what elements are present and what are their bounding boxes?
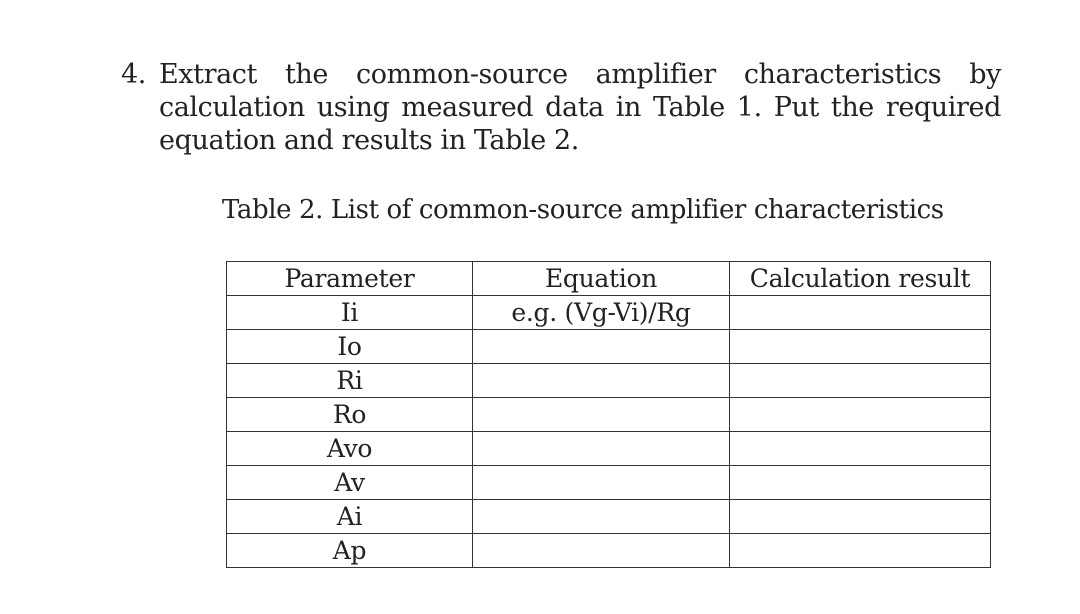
parameter-cell: Ap (227, 534, 473, 568)
result-cell[interactable] (730, 296, 991, 330)
header-equation: Equation (473, 262, 730, 296)
table-caption: Table 2. List of common-source amplifier characteristics (222, 195, 944, 225)
table-header-row (227, 262, 991, 296)
equation-cell[interactable] (473, 466, 730, 500)
parameter-cell: Avo (227, 432, 473, 466)
equation-cell[interactable] (473, 534, 730, 568)
table-row (227, 364, 991, 398)
question-item (121, 58, 1001, 157)
result-cell[interactable] (730, 500, 991, 534)
equation-cell[interactable]: e.g. (Vg-Vi)/Rg (473, 296, 730, 330)
question-number: 4. (121, 59, 146, 90)
table-row (227, 500, 991, 534)
result-cell[interactable] (730, 534, 991, 568)
equation-cell[interactable] (473, 364, 730, 398)
equation-cell[interactable] (473, 330, 730, 364)
parameter-cell: Io (227, 330, 473, 364)
table-row (227, 398, 991, 432)
header-calculation-result: Calculation result (730, 262, 991, 296)
result-cell[interactable] (730, 432, 991, 466)
parameter-cell: Ro (227, 398, 473, 432)
table-row (227, 432, 991, 466)
characteristics-table (226, 261, 991, 568)
result-cell[interactable] (730, 398, 991, 432)
question-text: Extract the common-source amplifier characteristics by calculation using measured data in Table 1. Put the required equation and results in Table 2. (159, 59, 1001, 156)
table-row (227, 330, 991, 364)
result-cell[interactable] (730, 330, 991, 364)
header-parameter: Parameter (227, 262, 473, 296)
result-cell[interactable] (730, 466, 991, 500)
equation-cell[interactable] (473, 398, 730, 432)
equation-cell[interactable] (473, 432, 730, 466)
parameter-cell: Av (227, 466, 473, 500)
table-row (227, 466, 991, 500)
parameter-cell: Ii (227, 296, 473, 330)
equation-cell[interactable] (473, 500, 730, 534)
parameter-cell: Ri (227, 364, 473, 398)
result-cell[interactable] (730, 364, 991, 398)
table-row (227, 296, 991, 330)
parameter-cell: Ai (227, 500, 473, 534)
table-row (227, 534, 991, 568)
